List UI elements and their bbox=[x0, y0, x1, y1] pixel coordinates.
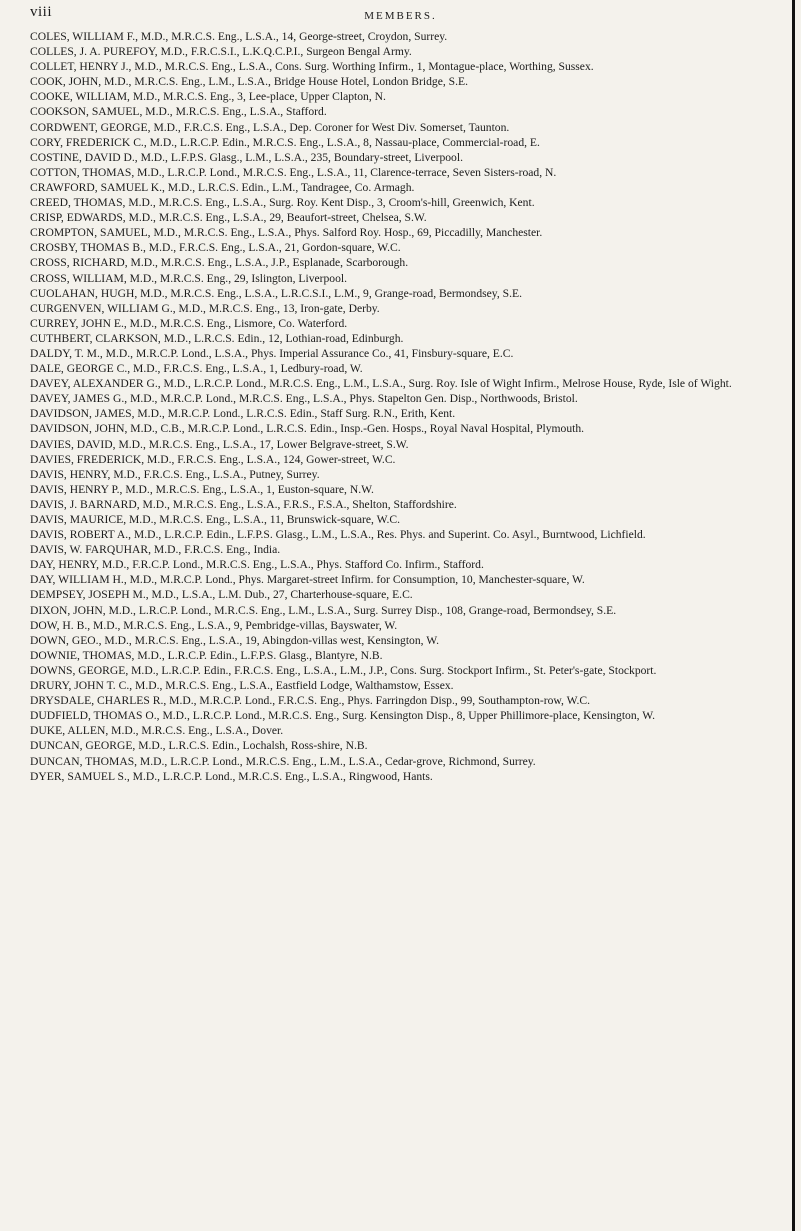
member-entry: DOWNS, GEORGE, M.D., L.R.C.P. Edin., F.R.C.S. Eng., L.S.A., L.M., J.P., Cons. Surg. Stockport Infirm., St. Peter's-gate, Stockport. bbox=[30, 663, 657, 677]
member-entry: DAVIDSON, JAMES, M.D., M.R.C.P. Lond., L.R.C.S. Edin., Staff Surg. R.N., Erith, Kent. bbox=[30, 407, 456, 421]
member-entry: COTTON, THOMAS, M.D., L.R.C.P. Lond., M.R.C.S. Eng., L.S.A., 11, Clarence-terrace, Seven Sisters-road, N. bbox=[30, 165, 557, 179]
member-entry: CORDWENT, GEORGE, M.D., F.R.C.S. Eng., L.S.A., Dep. Coroner for West Div. Somerset, Taunton. bbox=[30, 120, 510, 134]
member-entry: DUNCAN, THOMAS, M.D., L.R.C.P. Lond., M.R.C.S. Eng., L.M., L.S.A., Cedar-grove, Richmond, Surrey. bbox=[30, 754, 536, 768]
page-number: viii bbox=[30, 4, 53, 20]
member-entry: DAVIS, ROBERT A., M.D., L.R.C.P. Edin., L.F.P.S. Glasg., L.M., L.S.A., Res. Phys. and Superint. Co. Asyl., Burntwood, Lichfield. bbox=[30, 528, 646, 542]
member-entry: DAVIES, FREDERICK, M.D., F.R.C.S. Eng., L.S.A., 124, Gower-street, W.C. bbox=[30, 452, 396, 466]
member-entry: DUKE, ALLEN, M.D., M.R.C.S. Eng., L.S.A., Dover. bbox=[30, 724, 284, 738]
member-entry: DAVIS, MAURICE, M.D., M.R.C.S. Eng., L.S.A., 11, Brunswick-square, W.C. bbox=[30, 513, 401, 526]
member-entry: DAVIS, W. FARQUHAR, M.D., F.R.C.S. Eng., India. bbox=[30, 543, 281, 557]
member-entry: DIXON, JOHN, M.D., L.R.C.P. Lond., M.R.C.S. Eng., L.M., L.S.A., Surg. Surrey Disp., 108, Grange-road, Bermondsey, S.E. bbox=[30, 603, 617, 617]
member-entry: DAVIES, DAVID, M.D., M.R.C.S. Eng., L.S.A., 17, Lower Belgrave-street, S.W. bbox=[30, 437, 409, 451]
running-head: MEMBERS. bbox=[364, 10, 437, 22]
member-entry: DALDY, T. M., M.D., M.R.C.P. Lond., L.S.A., Phys. Imperial Assurance Co., 41, Finsbury-square, E.C. bbox=[30, 346, 514, 360]
member-entry: DAVIS, HENRY, M.D., F.R.C.S. Eng., L.S.A., Putney, Surrey. bbox=[30, 467, 320, 481]
member-entry: DAVIDSON, JOHN, M.D., C.B., M.R.C.P. Lond., L.R.C.S. Edin., Insp.-Gen. Hosps., Royal Naval Hospital, Plymouth. bbox=[30, 422, 585, 436]
member-entry: DUDFIELD, THOMAS O., M.D., L.R.C.P. Lond., M.R.C.S. Eng., Surg. Kensington Disp., 8, Upper Phillimore-place, Kensington, W. bbox=[30, 709, 655, 723]
member-entry: DYER, SAMUEL S., M.D., L.R.C.P. Lond., M.R.C.S. Eng., L.S.A., Ringwood, Hants. bbox=[30, 769, 433, 783]
member-entry: DAVIS, J. BARNARD, M.D., M.R.C.S. Eng., L.S.A., F.R.S., F.S.A., Shelton, Staffordshire. bbox=[30, 497, 457, 511]
member-entry: CORY, FREDERICK C., M.D., L.R.C.P. Edin., M.R.C.S. Eng., L.S.A., 8, Nassau-place, Commercial-road, E. bbox=[30, 135, 540, 149]
member-entry: COLES, WILLIAM F., M.D., M.R.C.S. Eng., L.S.A., 14, George-street, Croydon, Surrey. bbox=[30, 30, 448, 43]
member-entry: DOWN, GEO., M.D., M.R.C.S. Eng., L.S.A., 19, Abingdon-villas west, Kensington, W. bbox=[30, 633, 440, 647]
member-entry: CUTHBERT, CLARKSON, M.D., L.R.C.S. Edin., 12, Lothian-road, Edinburgh. bbox=[30, 331, 404, 345]
member-entry: DALE, GEORGE C., M.D., F.R.C.S. Eng., L.S.A., 1, Ledbury-road, W. bbox=[30, 362, 363, 376]
member-entry: DAVEY, JAMES G., M.D., M.R.C.P. Lond., M.R.C.S. Eng., L.S.A., Phys. Stapelton Gen. Disp., Northwoods, Bristol. bbox=[30, 392, 578, 406]
member-entry: CUOLAHAN, HUGH, M.D., M.R.C.S. Eng., L.S.A., L.R.C.S.I., L.M., 9, Grange-road, Bermondsey, S.E. bbox=[30, 286, 522, 300]
member-entry: CRAWFORD, SAMUEL K., M.D., L.R.C.S. Edin., L.M., Tandragee, Co. Armagh. bbox=[30, 180, 415, 194]
member-entry: DRURY, JOHN T. C., M.D., M.R.C.S. Eng., L.S.A., Eastfield Lodge, Walthamstow, Essex. bbox=[30, 679, 454, 693]
member-entry: COOK, JOHN, M.D., M.R.C.S. Eng., L.M., L.S.A., Bridge House Hotel, London Bridge, S.E. bbox=[30, 75, 468, 89]
member-entry: DOWNIE, THOMAS, M.D., L.R.C.P. Edin., L.F.P.S. Glasg., Blantyre, N.B. bbox=[30, 648, 383, 662]
member-entry: DAVEY, ALEXANDER G., M.D., L.R.C.P. Lond., M.R.C.S. Eng., L.M., L.S.A., Surg. Roy. Isle of Wight Infirm., Melrose House, Ryde, Isle of Wight. bbox=[30, 377, 732, 391]
member-entry: DOW, H. B., M.D., M.R.C.S. Eng., L.S.A., 9, Pembridge-villas, Bayswater, W. bbox=[30, 618, 398, 632]
member-entry: COLLES, J. A. PUREFOY, M.D., F.R.C.S.I., L.K.Q.C.P.I., Surgeon Bengal Army. bbox=[30, 45, 412, 59]
member-entry: COSTINE, DAVID D., M.D., L.F.P.S. Glasg., L.M., L.S.A., 235, Boundary-street, Liverpool. bbox=[30, 150, 463, 164]
member-entry: CURREY, JOHN E., M.D., M.R.C.S. Eng., Lismore, Co. Waterford. bbox=[30, 316, 348, 330]
member-entry: CURGENVEN, WILLIAM G., M.D., M.R.C.S. Eng., 13, Iron-gate, Derby. bbox=[30, 301, 380, 315]
member-entry: DAY, HENRY, M.D., F.R.C.P. Lond., M.R.C.S. Eng., L.S.A., Phys. Stafford Co. Infirm., Stafford. bbox=[30, 558, 484, 572]
member-entry: DRYSDALE, CHARLES R., M.D., M.R.C.P. Lond., F.R.C.S. Eng., Phys. Farringdon Disp., 99, Southampton-row, W.C. bbox=[30, 694, 591, 708]
member-entry: DUNCAN, GEORGE, M.D., L.R.C.S. Edin., Lochalsh, Ross-shire, N.B. bbox=[30, 739, 368, 753]
member-entry: CRISP, EDWARDS, M.D., M.R.C.S. Eng., L.S.A., 29, Beaufort-street, Chelsea, S.W. bbox=[30, 211, 427, 225]
member-entry: DAVIS, HENRY P., M.D., M.R.C.S. Eng., L.S.A., 1, Euston-square, N.W. bbox=[30, 482, 374, 496]
member-entry: CROSS, WILLIAM, M.D., M.R.C.S. Eng., 29, Islington, Liverpool. bbox=[30, 271, 348, 285]
member-list bbox=[30, 30, 775, 785]
member-entry: COOKSON, SAMUEL, M.D., M.R.C.S. Eng., L.S.A., Stafford. bbox=[30, 105, 327, 119]
member-entry: CROSBY, THOMAS B., M.D., F.R.C.S. Eng., L.S.A., 21, Gordon-square, W.C. bbox=[30, 241, 401, 255]
member-entry: DAY, WILLIAM H., M.D., M.R.C.P. Lond., Phys. Margaret-street Infirm. for Consumption, 10, Manchester-square, W. bbox=[30, 573, 585, 587]
member-entry: CREED, THOMAS, M.D., M.R.C.S. Eng., L.S.A., Surg. Roy. Kent Disp., 3, Croom's-hill, Greenwich, Kent. bbox=[30, 196, 535, 210]
member-entry: DEMPSEY, JOSEPH M., M.D., L.S.A., L.M. Dub., 27, Charterhouse-square, E.C. bbox=[30, 588, 413, 602]
member-entry: CROSS, RICHARD, M.D., M.R.C.S. Eng., L.S.A., J.P., Esplanade, Scarborough. bbox=[30, 256, 409, 270]
member-entry: COLLET, HENRY J., M.D., M.R.C.S. Eng., L.S.A., Cons. Surg. Worthing Infirm., 1, Montague-place, Worthing, Sussex. bbox=[30, 60, 594, 74]
member-entry: COOKE, WILLIAM, M.D., M.R.C.S. Eng., 3, Lee-place, Upper Clapton, N. bbox=[30, 90, 386, 104]
member-entry: CROMPTON, SAMUEL, M.D., M.R.C.S. Eng., L.S.A., Phys. Salford Roy. Hosp., 69, Piccadilly, Manchester. bbox=[30, 226, 543, 240]
page-edge-rule bbox=[792, 0, 795, 1231]
